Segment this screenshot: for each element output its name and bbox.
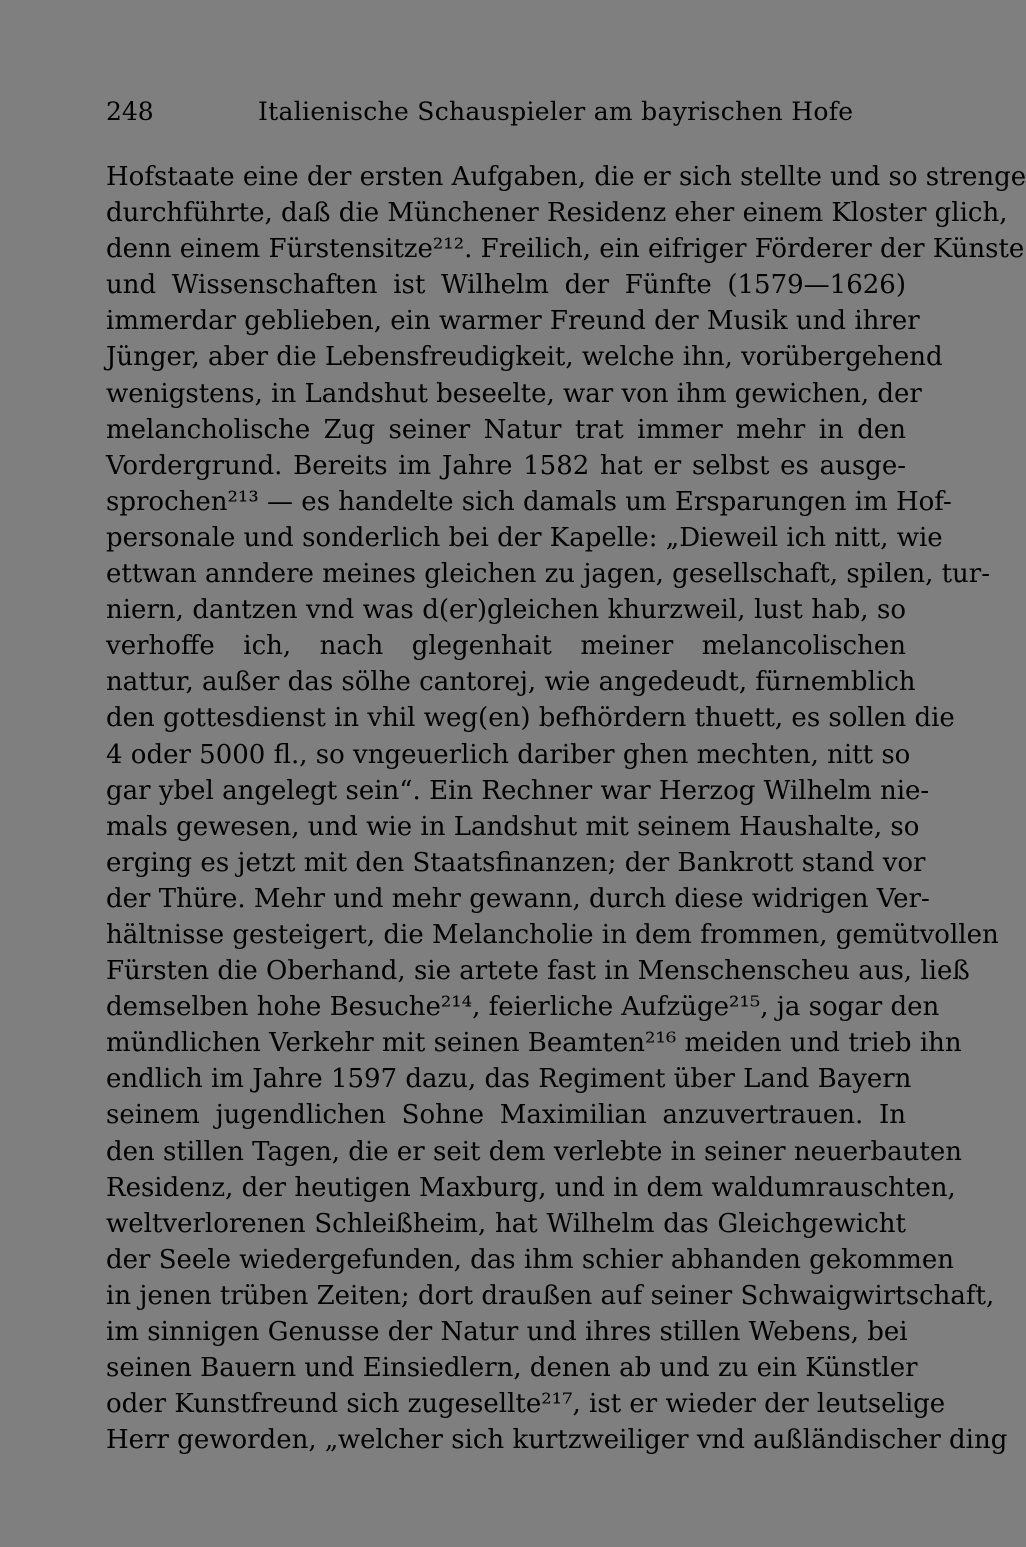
text-line: seinem jugendlichen Sohne Maximilian anzuvertrauen. In [106,1100,906,1131]
text-line: Herr geworden, „welcher sich kurtzweiliger vnd außländischer ding [106,1425,1008,1456]
text-line: melancholische Zug seiner Natur trat immer mehr in den [106,414,906,445]
text-line: immerdar geblieben, ein warmer Freund der Musik und ihrer [106,306,920,337]
page-number: 248 [106,97,154,126]
text-line: oder Kunstfreund sich zugesellte²¹⁷, ist er wieder der leutselige [106,1389,946,1420]
text-line: wenigstens, in Landshut beseelte, war von ihm gewichen, der [106,378,922,409]
text-line: verhoffe ich, nach glegenhait meiner melancolischen [106,631,906,662]
text-line: weltverlorenen Schleißheim, hat Wilhelm das Gleichgewicht [106,1208,906,1239]
text-line: den gottesdienst in vhil weg(en) befhördern thuett, es sollen die [106,703,955,734]
text-line: mals gewesen, und wie in Landshut mit seinem Haushalte, so [106,811,920,842]
text-line: niern, dantzen vnd was d(er)gleichen khurzweil, lust hab, so [106,595,906,626]
text-line: der Thüre. Mehr und mehr gewann, durch diese widrigen Ver- [106,883,930,914]
body-text [106,159,1026,1458]
text-line: endlich im Jahre 1597 dazu, das Regiment über Land Bayern [106,1064,912,1095]
text-line: der Seele wiedergefunden, das ihm schier abhanden gekommen [106,1244,954,1275]
text-line: sprochen²¹³ — es handelte sich damals um Ersparungen im Hof- [106,486,952,517]
text-line: Jünger, aber die Lebensfreudigkeit, welche ihn, vorübergehend [106,342,943,373]
text-line: im sinnigen Genusse der Natur und ihres stillen Webens, bei [106,1317,908,1347]
text-line: Vordergrund. Bereits im Jahre 1582 hat er selbst es ausge- [106,450,906,481]
text-line: Hofstaate eine der ersten Aufgaben, die er sich stellte und so strenge [106,162,1026,192]
text-line: erging es jetzt mit den Staatsfinanzen; der Bankrott stand vor [106,847,926,878]
text-line: gar ybel angelegt sein“. Ein Rechner war Herzog Wilhelm nie- [106,775,930,806]
text-line: seinen Bauern und Einsiedlern, denen ab und zu ein Künstler [106,1353,918,1384]
text-line: ettwan anndere meines gleichen zu jagen, gesellschaft, spilen, tur- [106,559,991,590]
page-header [106,92,906,132]
text-line: demselben hohe Besuche²¹⁴, feierliche Aufzüge²¹⁵, ja sogar den [106,992,940,1023]
text-line: Fürsten die Oberhand, sie artete fast in Menschenscheu aus, ließ [106,956,970,987]
running-head: Italienische Schauspieler am bayrischen Hofe [258,97,854,126]
text-line: den stillen Tagen, die er seit dem verlebte in seiner neuerbauten [106,1136,963,1167]
text-line: mündlichen Verkehr mit seinen Beamten²¹⁶ meiden und trieb ihn [106,1028,962,1059]
text-line: personale und sonderlich bei der Kapelle: „Dieweil ich nitt, wie [106,522,943,553]
text-line: nattur, außer das sölhe cantorej, wie angedeudt, fürnemblich [106,667,916,698]
text-line: Residenz, der heutigen Maxburg, und in dem waldumrauschten, [106,1172,956,1203]
text-line: und Wissenschaften ist Wilhelm der Fünfte (1579—1626) [106,270,906,301]
text-line: denn einem Fürstensitze²¹². Freilich, ein eifriger Förderer der Künste [106,234,1025,265]
text-line: in jenen trüben Zeiten; dort draußen auf seiner Schwaigwirtschaft, [106,1280,995,1311]
text-line: 4 oder 5000 fl., so vngeuerlich dariber ghen mechten, nitt so [106,739,911,770]
text-line: hältnisse gesteigert, die Melancholie in dem frommen, gemütvollen [106,919,999,950]
text-line: durchführte, daß die Münchener Residenz eher einem Kloster glich, [106,198,1008,229]
